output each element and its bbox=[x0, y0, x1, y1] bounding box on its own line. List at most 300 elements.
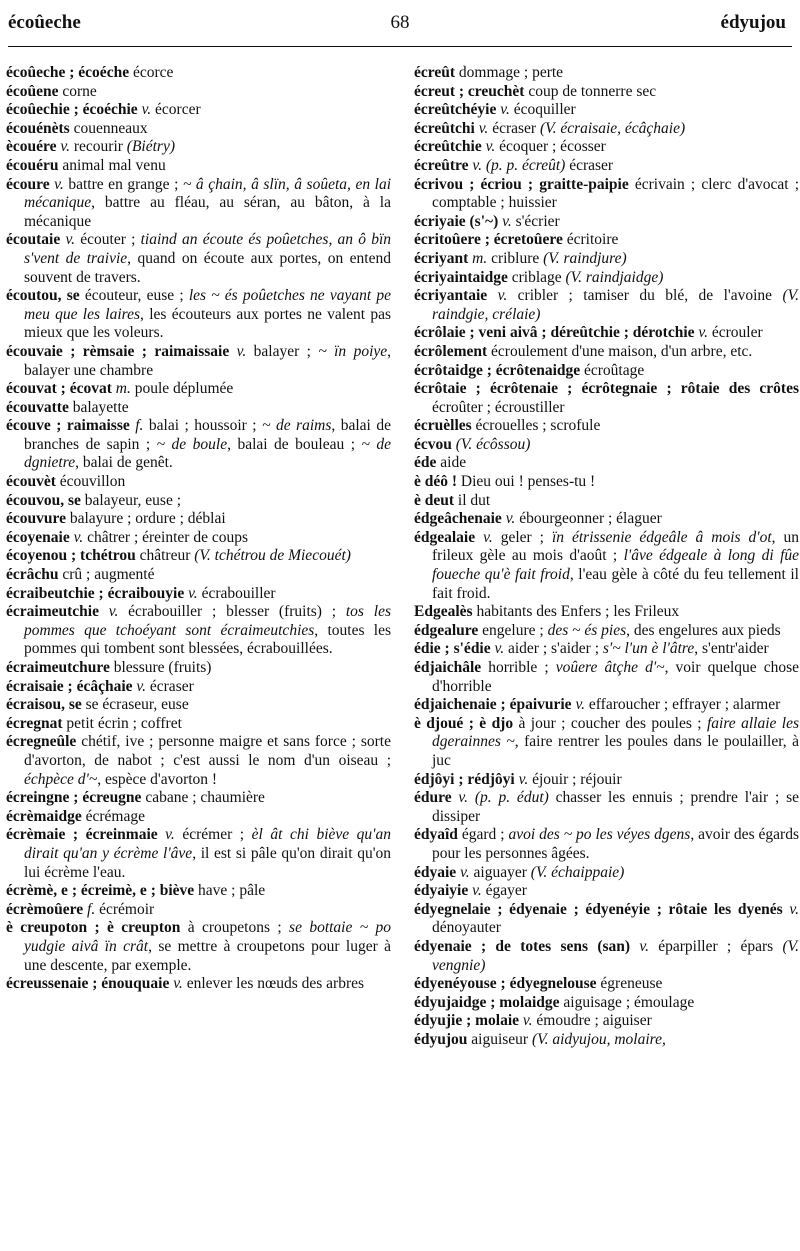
entry-definition: écouter ; bbox=[75, 231, 141, 249]
dictionary-entry bbox=[414, 250, 799, 269]
entry-grammar: v. bbox=[490, 640, 505, 658]
entry-definition: criblage bbox=[507, 268, 566, 286]
entry-definition: , voir quelque chose d'horrible bbox=[432, 659, 800, 695]
entry-definition: , un frileux gèle au mois d'août ; bbox=[432, 528, 799, 565]
entry-example: se bottaie ~ po yudgie aivâ ïn crât bbox=[24, 919, 391, 955]
entry-headword: écrôlement bbox=[414, 342, 488, 360]
entry-example: tiaind an écoute és poûetches, an ô bïn s'vent de traivie bbox=[24, 231, 392, 267]
entry-definition: se écraseur, euse bbox=[81, 696, 189, 714]
dictionary-entry bbox=[6, 659, 391, 678]
dictionary-entry bbox=[6, 919, 391, 975]
dictionary-entry bbox=[6, 975, 391, 994]
dictionary-entry bbox=[6, 492, 391, 511]
entry-headword: écouve ; raimaisse bbox=[6, 417, 130, 435]
entry-definition: écrémage bbox=[81, 807, 145, 825]
entry-grammar: m. bbox=[468, 249, 488, 267]
entry-definition: enlever les nœuds des arbres bbox=[182, 975, 365, 993]
entry-definition: écraser bbox=[565, 156, 614, 174]
entry-headword: édjaichenaie ; épaivurie bbox=[414, 696, 572, 714]
entry-grammar: v. bbox=[487, 287, 508, 305]
entry-example: (V. vengnie) bbox=[432, 937, 800, 974]
entry-definition: , balayer une chambre bbox=[24, 342, 392, 379]
entry-definition: éjouir ; réjouir bbox=[528, 770, 622, 788]
entry-definition: balayeur, euse ; bbox=[80, 491, 182, 509]
entry-grammar: v. bbox=[451, 789, 469, 807]
dictionary-entry bbox=[6, 678, 391, 697]
entry-definition: chétif, ive ; personne maigre et sans force ; sorte d'avorton, de nabot ; c'est aussi le nom d'un oiseau ; bbox=[24, 733, 391, 769]
entry-headword: édyaîd bbox=[414, 826, 458, 844]
entry-headword: écrèmoûere bbox=[6, 900, 84, 918]
dictionary-entry bbox=[414, 287, 799, 324]
entry-definition: écraser bbox=[146, 677, 194, 695]
dictionary-entry bbox=[6, 547, 391, 566]
entry-definition: à croupetons ; bbox=[180, 919, 290, 937]
dictionary-entry bbox=[414, 640, 799, 659]
entry-headword: écrâchu bbox=[6, 566, 59, 584]
dictionary-entry bbox=[414, 473, 799, 492]
entry-definition: criblure bbox=[487, 249, 544, 267]
entry-definition: écrivain ; clerc d'avocat ; comptable ; huissier bbox=[432, 175, 799, 212]
entry-definition: aiguisage ; émoulage bbox=[559, 993, 695, 1011]
entry-definition: écrémoir bbox=[95, 900, 155, 918]
entry-grammar: v. bbox=[519, 1012, 533, 1030]
dictionary-entry bbox=[414, 101, 799, 120]
entry-definition: have ; pâle bbox=[194, 882, 266, 900]
entry-definition: battre en grange ; bbox=[63, 175, 183, 193]
dictionary-entry bbox=[414, 269, 799, 288]
entry-headword: écreûtchi bbox=[414, 119, 475, 137]
entry-definition: , il est si pâle qu'on dirait qu'on lui écrème l'eau. bbox=[24, 844, 391, 881]
dictionary-entry bbox=[6, 83, 391, 102]
entry-example: échpèce d'~ bbox=[24, 770, 98, 788]
dictionary-entry bbox=[6, 343, 391, 380]
dictionary-entry bbox=[414, 362, 799, 381]
entry-grammar: v. bbox=[468, 156, 482, 174]
dictionary-entry bbox=[6, 120, 391, 139]
entry-headword: édgealure bbox=[414, 621, 479, 639]
entry-definition: crû ; augmenté bbox=[58, 566, 155, 584]
dictionary-entry bbox=[6, 231, 391, 287]
dictionary-entry bbox=[414, 938, 799, 975]
entry-example: des ~ és pies bbox=[547, 621, 627, 639]
entry-example: (Biétry) bbox=[122, 138, 175, 156]
entry-definition: balayure ; ordure ; déblai bbox=[65, 510, 226, 528]
entry-example: èl ât chi biève qu'an dirait qu'an y écrème l'âve bbox=[24, 826, 391, 862]
entry-headword: écraisou, se bbox=[6, 696, 82, 714]
entry-definition: égard ; bbox=[457, 826, 509, 844]
entry-definition: , des engelures aux pieds bbox=[626, 621, 781, 639]
entry-definition: blessure (fruits) bbox=[109, 659, 212, 676]
entry-headword: édjôyi ; rédjôyi bbox=[414, 770, 515, 788]
entry-grammar: v. bbox=[694, 324, 708, 342]
dictionary-entry bbox=[414, 529, 799, 603]
dictionary-entry bbox=[6, 399, 391, 418]
entry-definition: poule déplumée bbox=[130, 380, 234, 398]
entry-headword: écreingne ; écreugne bbox=[6, 789, 142, 807]
entry-example: ïn étrissenie édgeâle â mois d'ot bbox=[551, 528, 772, 546]
entry-headword: écouvou, se bbox=[6, 491, 81, 509]
entry-headword: écriyantaie bbox=[414, 287, 488, 305]
entry-definition: coup de tonnerre sec bbox=[524, 82, 657, 100]
entry-example: (V. raindjaidge) bbox=[565, 268, 664, 286]
entry-grammar: v. bbox=[169, 975, 183, 993]
dictionary-entry bbox=[6, 808, 391, 827]
entry-headword: è djoué ; è djo bbox=[414, 714, 514, 732]
entry-headword: écoutaie bbox=[6, 231, 61, 249]
entry-headword: écregnat bbox=[6, 714, 63, 732]
entry-headword: écriyaie (s'~) bbox=[414, 212, 499, 230]
entry-definition: aiguayer bbox=[469, 863, 531, 881]
dictionary-entry bbox=[6, 287, 391, 343]
entry-headword: écoûene bbox=[6, 82, 59, 100]
entry-definition: aide bbox=[436, 454, 467, 472]
dictionary-entry bbox=[414, 64, 799, 83]
entry-headword: écoutou, se bbox=[6, 287, 80, 305]
entry-definition: engelure ; bbox=[478, 621, 548, 639]
entry-grammar: v. bbox=[498, 212, 512, 230]
entry-grammar: f. bbox=[129, 417, 144, 435]
entry-headword: écouvèt bbox=[6, 473, 56, 491]
dictionary-entry bbox=[6, 176, 391, 232]
dictionary-entry bbox=[6, 510, 391, 529]
dictionary-entry bbox=[414, 492, 799, 511]
entry-grammar: v. bbox=[184, 584, 198, 602]
entry-headword: ècouére bbox=[6, 138, 57, 156]
entry-headword: écrèmaidge bbox=[6, 807, 82, 825]
dictionary-entry bbox=[414, 436, 799, 455]
entry-headword: écrôtaie ; écrôtenaie ; écrôtegnaie ; rôtaie des crôtes bbox=[414, 380, 799, 398]
entry-definition: écrabouiller ; blesser (fruits) ; bbox=[118, 603, 346, 621]
dictionary-entry bbox=[414, 157, 799, 176]
entry-headword: édyegnelaie ; édyenaie ; édyenéyie ; rôtaie les dyenés bbox=[414, 900, 783, 918]
entry-definition: balai ; houssoir ; bbox=[143, 417, 263, 435]
entry-definition: , faire rentrer les poules dans le poulailler, à juc bbox=[432, 733, 799, 769]
entry-grammar: v. bbox=[98, 603, 119, 621]
dictionary-entry bbox=[414, 659, 799, 696]
dictionary-entry bbox=[414, 176, 799, 213]
dictionary-entry bbox=[414, 696, 799, 715]
dictionary-entry bbox=[6, 882, 391, 901]
entry-example: (V. écraisaie, écâçhaie) bbox=[539, 119, 686, 137]
entry-definition: écoquer ; écosser bbox=[495, 138, 606, 156]
dictionary-entry bbox=[6, 585, 391, 604]
entry-example: ~ de boule bbox=[156, 435, 228, 453]
entry-grammar: v. bbox=[496, 101, 510, 119]
entry-example: (V. tchétrou de Miecouét) bbox=[194, 547, 351, 565]
entry-definition: , l'eau gèle à côté du feu tellement il fait froid. bbox=[432, 566, 799, 602]
entry-headword: écreûtchie bbox=[414, 138, 482, 156]
dictionary-entry bbox=[6, 529, 391, 548]
dictionary-entry bbox=[414, 771, 799, 790]
entry-headword: écriyaintaidge bbox=[414, 268, 508, 286]
dictionary-entry bbox=[414, 138, 799, 157]
entry-headword: écruèlles bbox=[414, 417, 472, 435]
entry-definition: , quand on écoute aux portes, on entend souvent de travers. bbox=[24, 249, 391, 286]
dictionary-entry bbox=[414, 622, 799, 641]
entry-grammar: v. bbox=[501, 510, 516, 528]
entry-headword: è deut bbox=[414, 491, 455, 509]
entry-definition: Dieu oui ! penses-tu ! bbox=[457, 473, 596, 491]
entry-definition: cribler ; tamiser du blé, de l'avoine bbox=[507, 287, 783, 305]
entry-example: (p. p. écreût) bbox=[481, 156, 566, 174]
entry-grammar: v. bbox=[69, 528, 84, 546]
header-rule bbox=[8, 46, 792, 47]
entry-headword: écraimeutchure bbox=[6, 659, 110, 676]
entry-definition: écorce bbox=[129, 64, 174, 81]
entry-grammar: v. bbox=[49, 175, 64, 193]
entry-definition: , balai de genêt. bbox=[75, 454, 173, 472]
entry-definition: animal mal venu bbox=[58, 156, 166, 174]
running-head-right: édyujou bbox=[720, 12, 786, 33]
dictionary-entry bbox=[414, 380, 799, 417]
entry-headword: édyenéyouse ; édyegnelouse bbox=[414, 975, 597, 993]
dictionary-entry bbox=[414, 510, 799, 529]
dictionary-entry bbox=[414, 603, 799, 622]
entry-headword: écoure bbox=[6, 175, 50, 193]
dictionary-entry bbox=[6, 417, 391, 473]
entry-example: tos les pommes que tchoéyant sont écraimeutchies bbox=[24, 603, 391, 639]
entry-headword: édyaie bbox=[414, 863, 457, 881]
dictionary-entry bbox=[414, 826, 799, 863]
entry-definition: balayette bbox=[68, 398, 129, 416]
entry-definition: dommage ; perte bbox=[455, 64, 564, 81]
entry-example: (V. échaippaie) bbox=[530, 863, 625, 881]
entry-example: (V. raindgie, crélaie) bbox=[432, 287, 799, 323]
entry-definition: balayer ; bbox=[246, 342, 319, 360]
entry-example: (V. aidyujou, molaire, bbox=[531, 1030, 666, 1048]
entry-headword: è déô ! bbox=[414, 473, 458, 491]
entry-definition: égreneuse bbox=[596, 975, 663, 993]
entry-headword: écreûtre bbox=[414, 156, 469, 174]
entry-example: ~ de dgnietre bbox=[24, 435, 392, 472]
entry-definition: , toutes les pommes qui tombent sont blessées, écrabouillées. bbox=[24, 621, 391, 658]
entry-headword: édyujou bbox=[414, 1030, 468, 1048]
entry-example: (V. écôssou) bbox=[451, 435, 531, 453]
entry-grammar: v. bbox=[782, 900, 799, 918]
entry-grammar: v. bbox=[137, 101, 152, 119]
entry-definition: ébourgeonner ; élaguer bbox=[515, 510, 662, 528]
entry-example: ~ ïn poiye bbox=[318, 342, 388, 360]
entry-example: (p. p. édut) bbox=[468, 789, 549, 807]
entry-definition: écouteur, euse ; bbox=[79, 287, 189, 305]
dictionary-entry bbox=[6, 715, 391, 734]
entry-example: les ~ és poûetches ne vayant pe meu que les laires bbox=[24, 287, 391, 323]
entry-headword: écouénèts bbox=[6, 119, 70, 137]
entry-example: voûere âtçhe d'~ bbox=[555, 659, 665, 676]
running-head-left: écoûeche bbox=[8, 12, 81, 33]
entry-headword: édure bbox=[414, 789, 452, 807]
entry-headword: édie ; s'édie bbox=[414, 640, 491, 658]
entry-headword: édgeâchenaie bbox=[414, 510, 502, 528]
entry-headword: écraisaie ; écâçhaie bbox=[6, 677, 133, 695]
entry-definition: corne bbox=[58, 82, 97, 100]
entry-grammar: v. bbox=[468, 882, 482, 900]
entry-definition: horrible ; bbox=[481, 659, 556, 676]
entry-definition: aiguiseur bbox=[467, 1030, 532, 1048]
entry-headword: écouvat ; écovat bbox=[6, 380, 112, 398]
entry-definition: geler ; bbox=[492, 528, 552, 546]
dictionary-entry bbox=[6, 789, 391, 808]
entry-headword: écoûeche ; écoéche bbox=[6, 64, 130, 81]
entry-headword: écreûtchéyie bbox=[414, 101, 497, 119]
entry-example: ~ â çhain, â slïn, â soûeta, en lai mécanique bbox=[24, 175, 391, 212]
entry-headword: écrèmè, e ; écreimè, e ; biève bbox=[6, 882, 195, 900]
entry-headword: écoûechie ; écoéchie bbox=[6, 101, 138, 119]
entry-grammar: v. bbox=[157, 826, 175, 844]
entry-headword: écriyant bbox=[414, 249, 469, 267]
dictionary-entry bbox=[414, 324, 799, 343]
entry-headword: édgealaie bbox=[414, 528, 476, 546]
entry-headword: écraimeutchie bbox=[6, 603, 99, 621]
entry-grammar: v. bbox=[474, 119, 489, 137]
entry-headword: écoyenaie bbox=[6, 528, 70, 546]
entry-definition: châtrer ; éreinter de coups bbox=[83, 528, 249, 546]
entry-definition: habitants des Enfers ; les Frileux bbox=[472, 603, 680, 621]
dictionary-entry bbox=[6, 696, 391, 715]
entry-headword: écvou bbox=[414, 435, 452, 453]
entry-definition: , battre au fléau, au séran, au bâton, à la mécanique bbox=[24, 194, 391, 230]
page-header bbox=[0, 0, 800, 46]
entry-headword: édyujie ; molaie bbox=[414, 1012, 520, 1030]
entry-headword: écrôlaie ; veni aivâ ; déreûtchie ; dérotchie bbox=[414, 324, 695, 342]
entry-grammar: m. bbox=[111, 380, 131, 398]
left-column bbox=[6, 64, 391, 994]
dictionary-entry bbox=[6, 473, 391, 492]
entry-headword: écrivou ; écriou ; graitte-paipie bbox=[414, 175, 629, 193]
entry-definition: écorcer bbox=[151, 101, 201, 119]
entry-headword: écraibeutchie ; écraibouyie bbox=[6, 584, 185, 602]
entry-grammar: v. bbox=[56, 138, 70, 156]
page-number: 68 bbox=[390, 12, 410, 33]
dictionary-entry bbox=[414, 120, 799, 139]
entry-grammar: v. bbox=[481, 138, 496, 156]
dictionary-entry bbox=[414, 789, 799, 826]
entry-headword: édyujaidge ; molaidge bbox=[414, 993, 560, 1011]
entry-definition: écritoire bbox=[562, 231, 619, 249]
dictionary-entry bbox=[6, 138, 391, 157]
dictionary-entry bbox=[414, 901, 799, 938]
dictionary-entry bbox=[414, 975, 799, 994]
dictionary-entry bbox=[6, 826, 391, 882]
entry-example: (V. raindjure) bbox=[543, 249, 627, 267]
entry-definition: , les écouteurs aux portes ne valent pas mieux que les voleurs. bbox=[24, 305, 392, 342]
entry-headword: écouvatte bbox=[6, 398, 69, 416]
dictionary-entry bbox=[414, 454, 799, 473]
entry-grammar: v. bbox=[132, 677, 147, 695]
entry-definition: couenneaux bbox=[69, 119, 148, 137]
entry-definition: s'écrier bbox=[511, 212, 560, 230]
dictionary-entry bbox=[414, 864, 799, 883]
entry-definition: , s'entr'aider bbox=[694, 640, 769, 658]
right-column bbox=[414, 64, 799, 1049]
entry-grammar: f. bbox=[83, 900, 96, 918]
dictionary-entry bbox=[6, 901, 391, 920]
dictionary-entry bbox=[6, 733, 391, 789]
entry-headword: écrôtaidge ; écrôtenaidge bbox=[414, 361, 581, 379]
entry-headword: écoyenou ; tchétrou bbox=[6, 547, 136, 565]
dictionary-entry bbox=[414, 1031, 799, 1050]
entry-headword: édjaichâle bbox=[414, 659, 482, 676]
entry-definition: écrouelles ; scrofule bbox=[471, 417, 601, 435]
entry-headword: édyenaie ; de totes sens (san) bbox=[414, 937, 631, 955]
entry-example: ~ de raims bbox=[262, 417, 332, 435]
entry-example: faire allaie les dgerainnes ~ bbox=[432, 714, 800, 751]
dictionary-entry bbox=[414, 882, 799, 901]
entry-definition: éparpiller ; épars bbox=[648, 937, 783, 955]
entry-grammar: v. bbox=[229, 342, 247, 360]
dictionary-entry bbox=[414, 994, 799, 1013]
entry-headword: écreût bbox=[414, 64, 456, 81]
dictionary-entry bbox=[414, 83, 799, 102]
entry-grammar: v. bbox=[60, 231, 76, 249]
dictionary-entry bbox=[414, 1012, 799, 1031]
entry-definition: écrémer ; bbox=[174, 826, 252, 844]
entry-headword: écrèmaie ; écreinmaie bbox=[6, 826, 158, 844]
dictionary-entry bbox=[414, 231, 799, 250]
entry-definition: recourir bbox=[69, 138, 123, 156]
dictionary-entry bbox=[6, 64, 391, 83]
entry-definition: écrouler bbox=[707, 324, 763, 342]
entry-definition: , espèce d'avorton ! bbox=[97, 770, 218, 788]
entry-headword: écregneûle bbox=[6, 733, 77, 751]
dictionary-entry bbox=[6, 603, 391, 659]
entry-headword: Edgealès bbox=[414, 603, 473, 621]
entry-example: s'~ l'un è l'âtre bbox=[602, 640, 695, 658]
entry-definition: cabane ; chaumière bbox=[141, 789, 265, 807]
dictionary-entry bbox=[414, 715, 799, 771]
entry-headword: écouéru bbox=[6, 156, 59, 174]
entry-headword: écreussenaie ; énouquaie bbox=[6, 975, 170, 993]
entry-definition: châtreur bbox=[135, 547, 195, 565]
entry-definition: chasser les ennuis ; prendre l'air ; se dissiper bbox=[432, 789, 800, 825]
entry-definition: , balai de branches de sapin ; bbox=[24, 417, 391, 453]
entry-definition: , balai de bouleau ; bbox=[227, 435, 362, 453]
dictionary-entry bbox=[414, 417, 799, 436]
entry-headword: édyaiyie bbox=[414, 882, 469, 900]
entry-headword: è creupoton ; è creupton bbox=[6, 919, 181, 937]
entry-grammar: v. bbox=[630, 937, 649, 955]
entry-example: l'âve édgeale à long di fûe foueche qu'è fait froid bbox=[432, 547, 800, 584]
entry-grammar: v. bbox=[456, 863, 470, 881]
dictionary-entry bbox=[6, 101, 391, 120]
entry-headword: écreut ; creuchèt bbox=[414, 82, 525, 100]
entry-definition: écrabouiller bbox=[197, 584, 276, 602]
entry-headword: écouvure bbox=[6, 510, 66, 528]
dictionary-entry bbox=[6, 157, 391, 176]
entry-grammar: v. bbox=[475, 528, 493, 546]
entry-definition: égayer bbox=[481, 882, 527, 900]
dictionary-entry bbox=[6, 380, 391, 399]
dictionary-entry bbox=[414, 213, 799, 232]
entry-definition: écraser bbox=[488, 119, 540, 137]
dictionary-entry bbox=[6, 566, 391, 585]
entry-definition: , avoir des égards pour les personnes âgées. bbox=[432, 826, 799, 862]
entry-grammar: v. bbox=[571, 696, 586, 714]
entry-headword: éde bbox=[414, 454, 437, 472]
entry-grammar: v. bbox=[514, 770, 529, 788]
entry-example: avoi des ~ po les véyes dgens bbox=[508, 826, 691, 844]
entry-definition: , se mettre à croupetons pour luger à une descente, par exemple. bbox=[24, 937, 392, 974]
entry-definition: écroûtage bbox=[580, 361, 645, 379]
entry-headword: écritoûere ; écretoûere bbox=[414, 231, 563, 249]
entry-definition: effaroucher ; effrayer ; alarmer bbox=[585, 696, 781, 714]
entry-definition: il dut bbox=[454, 491, 491, 509]
entry-definition: écoquiller bbox=[509, 101, 576, 119]
entry-headword: écouvaie ; rèmsaie ; raimaissaie bbox=[6, 342, 230, 360]
entry-definition: aider ; s'aider ; bbox=[504, 640, 603, 658]
entry-definition: écroulement d'une maison, d'un arbre, etc. bbox=[487, 342, 753, 360]
dictionary-entry bbox=[414, 343, 799, 362]
